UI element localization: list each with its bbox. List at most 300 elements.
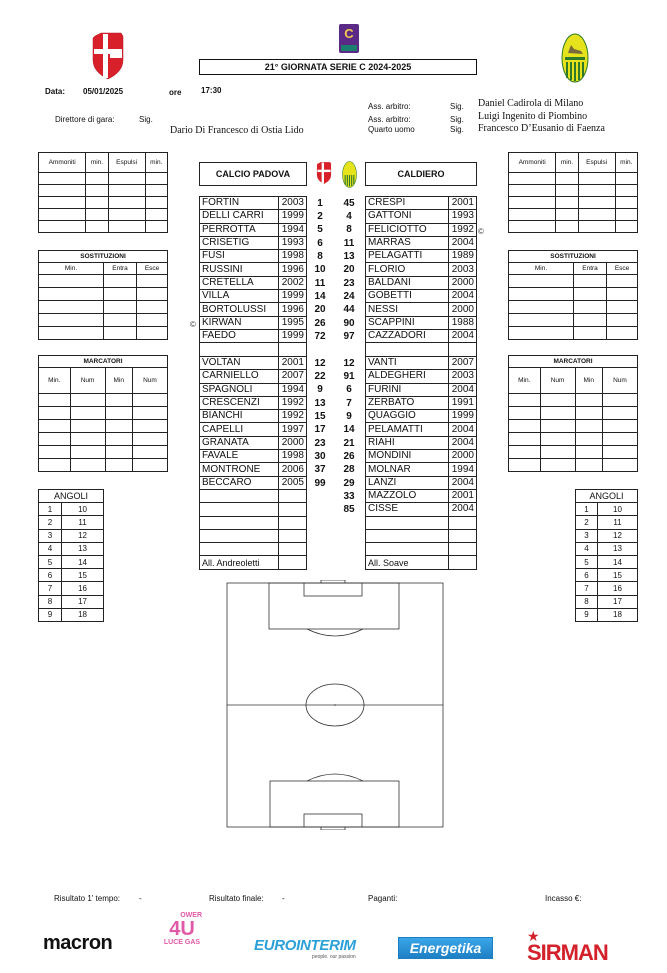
cell[interactable] xyxy=(575,394,602,407)
cell[interactable] xyxy=(39,275,104,288)
cell[interactable] xyxy=(509,221,556,233)
table-row xyxy=(366,529,477,542)
table-row xyxy=(200,463,307,476)
cell[interactable] xyxy=(578,221,615,233)
player-name: PELAGATTI xyxy=(366,250,449,263)
cell[interactable] xyxy=(602,394,637,407)
cell[interactable] xyxy=(574,327,607,340)
cell[interactable] xyxy=(39,173,86,185)
corner-cell[interactable]: 1 xyxy=(576,503,598,516)
corner-cell[interactable]: 9 xyxy=(576,608,598,621)
cell[interactable] xyxy=(39,459,71,472)
cell[interactable] xyxy=(556,209,578,221)
cell[interactable] xyxy=(104,275,137,288)
table-row xyxy=(366,503,477,516)
away-shirt-number: 91 xyxy=(343,371,355,382)
cell[interactable] xyxy=(105,420,132,433)
cell[interactable] xyxy=(509,173,556,185)
table-row xyxy=(366,450,477,463)
table-title: ANGOLI xyxy=(576,490,638,503)
cell[interactable] xyxy=(137,301,168,314)
cell[interactable] xyxy=(575,459,602,472)
cell[interactable] xyxy=(574,288,607,301)
cell[interactable] xyxy=(104,314,137,327)
corner-cell[interactable]: 16 xyxy=(597,582,637,595)
table-row xyxy=(366,236,477,249)
corner-cell[interactable]: 2 xyxy=(576,516,598,529)
away-corners-table xyxy=(575,489,638,622)
table-row xyxy=(366,210,477,223)
table-row xyxy=(366,436,477,449)
corner-cell[interactable]: 18 xyxy=(597,608,637,621)
player-year: 1994 xyxy=(279,223,307,236)
cell[interactable] xyxy=(556,185,578,197)
coach-name: All. Soave xyxy=(366,556,449,569)
cell[interactable] xyxy=(145,209,167,221)
cell[interactable] xyxy=(70,420,105,433)
table-title: MARCATORI xyxy=(509,356,638,368)
home-mini-crest-icon xyxy=(316,161,332,185)
cell[interactable] xyxy=(132,407,167,420)
col-header: Num xyxy=(602,368,637,394)
half-time-label: Risultato 1' tempo: xyxy=(54,894,121,903)
player-year: 2001 xyxy=(279,357,307,370)
final-result-value: - xyxy=(282,894,285,903)
corner-cell[interactable]: 6 xyxy=(576,569,598,582)
corner-cell[interactable]: 10 xyxy=(62,503,104,516)
cell[interactable] xyxy=(145,173,167,185)
table-row xyxy=(200,250,307,263)
cell[interactable] xyxy=(39,301,104,314)
cell[interactable] xyxy=(509,288,574,301)
col-header: Espulsi xyxy=(108,153,145,173)
player-name: VILLA xyxy=(200,290,279,303)
col-header: min. xyxy=(615,153,637,173)
official-name: Francesco D’Eusanio di Faenza xyxy=(478,123,605,134)
cell[interactable] xyxy=(509,433,541,446)
cell[interactable] xyxy=(145,185,167,197)
home-shirt-number: 72 xyxy=(314,331,326,342)
player-name: CRESCENZI xyxy=(200,396,279,409)
table-row xyxy=(366,329,477,342)
table-row xyxy=(366,383,477,396)
corner-cell[interactable]: 9 xyxy=(39,608,62,621)
table-row xyxy=(200,503,307,516)
home-shirt-number: 22 xyxy=(314,371,326,382)
cell[interactable] xyxy=(39,314,104,327)
table-row xyxy=(366,476,477,489)
cell[interactable] xyxy=(509,407,541,420)
cell[interactable] xyxy=(509,394,541,407)
table-row xyxy=(200,529,307,542)
football-pitch-diagram xyxy=(226,580,444,830)
table-row xyxy=(366,463,477,476)
cell[interactable] xyxy=(86,221,108,233)
player-name: GOBETTI xyxy=(366,290,449,303)
home-shirt-number: 15 xyxy=(314,411,326,422)
table-row xyxy=(200,450,307,463)
cell[interactable] xyxy=(509,459,541,472)
cell[interactable] xyxy=(540,407,575,420)
official-role: Ass. arbitro: xyxy=(368,102,411,111)
referee-label: Direttore di gara: xyxy=(55,115,115,124)
cell[interactable] xyxy=(509,209,556,221)
home-shirt-number: 2 xyxy=(317,211,323,222)
player-name: MONDINI xyxy=(366,450,449,463)
cell[interactable] xyxy=(108,185,145,197)
away-shirt-number: 90 xyxy=(343,318,355,329)
away-shirt-number: 26 xyxy=(343,451,355,462)
cell[interactable] xyxy=(607,301,638,314)
cell[interactable] xyxy=(105,394,132,407)
table-row xyxy=(366,290,477,303)
player-year: 2007 xyxy=(279,370,307,383)
home-shirt-number: 9 xyxy=(317,384,323,395)
corner-cell[interactable]: 8 xyxy=(39,595,62,608)
corner-cell[interactable]: 6 xyxy=(39,569,62,582)
corner-cell[interactable]: 16 xyxy=(62,582,104,595)
table-row xyxy=(200,489,307,502)
corner-cell[interactable]: 17 xyxy=(597,595,637,608)
table-row xyxy=(366,303,477,316)
home-corners-table xyxy=(38,489,104,622)
player-year: 2003 xyxy=(279,197,307,210)
cell[interactable] xyxy=(607,275,638,288)
svg-text:C: C xyxy=(344,26,354,41)
cell[interactable] xyxy=(70,446,105,459)
player-year: 2000 xyxy=(449,450,477,463)
cell[interactable] xyxy=(574,275,607,288)
table-row xyxy=(200,383,307,396)
corner-cell[interactable]: 14 xyxy=(62,555,104,568)
table-title: MARCATORI xyxy=(39,356,168,368)
table-row xyxy=(366,370,477,383)
cell[interactable] xyxy=(615,185,637,197)
corner-cell[interactable]: 1 xyxy=(39,503,62,516)
corner-cell[interactable]: 15 xyxy=(597,569,637,582)
table-row xyxy=(200,263,307,276)
cell[interactable] xyxy=(578,173,615,185)
cell[interactable] xyxy=(108,209,145,221)
cell[interactable] xyxy=(509,327,574,340)
player-year: 1988 xyxy=(449,316,477,329)
table-row xyxy=(200,410,307,423)
cell[interactable] xyxy=(578,197,615,209)
cell[interactable] xyxy=(39,221,86,233)
col-header: Num xyxy=(132,368,167,394)
cell[interactable] xyxy=(602,433,637,446)
cell[interactable] xyxy=(602,459,637,472)
player-year: 1999 xyxy=(279,210,307,223)
cell[interactable] xyxy=(105,407,132,420)
cell[interactable] xyxy=(575,446,602,459)
player-year: 1992 xyxy=(449,223,477,236)
cell[interactable] xyxy=(104,288,137,301)
corner-cell[interactable]: 5 xyxy=(39,555,62,568)
player-name: RIAHI xyxy=(366,436,449,449)
coach-name: All. Andreoletti xyxy=(200,556,279,569)
cell[interactable] xyxy=(602,446,637,459)
player-year: 2004 xyxy=(449,329,477,342)
player-year: 2004 xyxy=(449,503,477,516)
player-name: DELLI CARRI xyxy=(200,210,279,223)
player-name: FLORIO xyxy=(366,263,449,276)
cell[interactable] xyxy=(509,314,574,327)
player-year: 1996 xyxy=(279,303,307,316)
cell[interactable] xyxy=(70,394,105,407)
cell[interactable] xyxy=(145,221,167,233)
away-shirt-number: 45 xyxy=(343,198,355,209)
cell[interactable] xyxy=(556,221,578,233)
official-name: Daniel Cadirola di Milano xyxy=(478,98,584,109)
sponsor-power4u-logo xyxy=(162,912,202,960)
table-row xyxy=(366,276,477,289)
table-row xyxy=(200,476,307,489)
cell[interactable] xyxy=(39,327,104,340)
cell[interactable] xyxy=(607,288,638,301)
player-name: FAEDO xyxy=(200,329,279,342)
cell[interactable] xyxy=(70,407,105,420)
player-year: 2004 xyxy=(449,423,477,436)
official-name: Luigi Ingenito di Piombino xyxy=(478,111,588,122)
cell[interactable] xyxy=(509,446,541,459)
corner-cell[interactable]: 17 xyxy=(62,595,104,608)
corner-cell[interactable]: 7 xyxy=(576,582,598,595)
table-row xyxy=(200,396,307,409)
cell[interactable] xyxy=(86,209,108,221)
cell[interactable] xyxy=(615,197,637,209)
cell[interactable] xyxy=(556,173,578,185)
col-header: Entra xyxy=(574,263,607,275)
cell[interactable] xyxy=(575,433,602,446)
cell[interactable] xyxy=(615,209,637,221)
cell[interactable] xyxy=(137,314,168,327)
player-name: MONTRONE xyxy=(200,463,279,476)
corner-cell[interactable]: 11 xyxy=(597,516,637,529)
table-row xyxy=(366,423,477,436)
player-name: ZERBATO xyxy=(366,396,449,409)
official-sig: Sig. xyxy=(450,125,464,134)
player-year: 1992 xyxy=(279,410,307,423)
cell[interactable] xyxy=(575,407,602,420)
corner-cell[interactable]: 4 xyxy=(576,542,598,555)
home-shirt-number: 8 xyxy=(317,251,323,262)
corner-cell[interactable]: 2 xyxy=(39,516,62,529)
corner-cell[interactable]: 13 xyxy=(62,542,104,555)
cell[interactable] xyxy=(509,420,541,433)
takings-label: Incasso €: xyxy=(545,894,582,903)
home-shirt-number: 17 xyxy=(314,424,326,435)
player-name: ALDEGHERI xyxy=(366,370,449,383)
corner-cell[interactable]: 7 xyxy=(39,582,62,595)
away-shirt-number: 33 xyxy=(343,491,355,502)
away-shirt-number: 4 xyxy=(346,211,352,222)
away-mini-crest-icon xyxy=(340,161,359,188)
col-header: Min. xyxy=(39,368,71,394)
player-name: FORTIN xyxy=(200,197,279,210)
cell[interactable] xyxy=(509,197,556,209)
home-cards-table xyxy=(38,152,168,233)
table-row xyxy=(200,316,307,329)
table-title: SOSTITUZIONI xyxy=(509,251,638,263)
player-name: VANTI xyxy=(366,357,449,370)
player-name: PELAMATTI xyxy=(366,423,449,436)
cell[interactable] xyxy=(574,301,607,314)
table-row xyxy=(366,357,477,370)
cell[interactable] xyxy=(39,446,71,459)
corner-cell[interactable]: 18 xyxy=(62,608,104,621)
sirman-text: SIRMAN xyxy=(527,940,608,965)
col-header: Esce xyxy=(607,263,638,275)
corner-cell[interactable]: 10 xyxy=(597,503,637,516)
cell[interactable] xyxy=(578,209,615,221)
away-team-name: CALDIERO xyxy=(365,162,477,186)
table-row xyxy=(200,543,307,556)
cell[interactable] xyxy=(39,394,71,407)
cell[interactable] xyxy=(39,209,86,221)
corner-cell[interactable]: 3 xyxy=(39,529,62,542)
cell[interactable] xyxy=(39,407,71,420)
table-row xyxy=(366,263,477,276)
cell[interactable] xyxy=(70,433,105,446)
col-header: Espulsi xyxy=(578,153,615,173)
player-year: 2004 xyxy=(449,290,477,303)
cell[interactable] xyxy=(509,185,556,197)
corner-cell[interactable]: 8 xyxy=(576,595,598,608)
table-row xyxy=(200,223,307,236)
player-name: CAZZADORI xyxy=(366,329,449,342)
away-shirt-number: 6 xyxy=(346,384,352,395)
cell[interactable] xyxy=(574,314,607,327)
cell[interactable] xyxy=(104,327,137,340)
cell[interactable] xyxy=(132,394,167,407)
corner-cell[interactable]: 4 xyxy=(39,542,62,555)
player-year: 1994 xyxy=(449,463,477,476)
cell[interactable] xyxy=(540,433,575,446)
cell[interactable] xyxy=(39,288,104,301)
player-year: 2002 xyxy=(279,276,307,289)
cell[interactable] xyxy=(86,185,108,197)
cell[interactable] xyxy=(137,288,168,301)
player-year: 1993 xyxy=(279,236,307,249)
away-shirt-number: 11 xyxy=(343,238,355,249)
away-bench-table xyxy=(365,356,477,570)
player-year: 2000 xyxy=(279,436,307,449)
cell[interactable] xyxy=(108,173,145,185)
cell[interactable] xyxy=(556,197,578,209)
away-shirt-number: 44 xyxy=(343,304,355,315)
cell[interactable] xyxy=(86,173,108,185)
corner-cell[interactable]: 3 xyxy=(576,529,598,542)
power4u-bottom-text: LUCE GAS xyxy=(163,939,201,946)
player-name: SPAGNOLI xyxy=(200,383,279,396)
cell[interactable] xyxy=(607,327,638,340)
cell[interactable] xyxy=(39,420,71,433)
time-value: 17:30 xyxy=(201,86,222,95)
corner-cell[interactable]: 14 xyxy=(597,555,637,568)
col-header: Min. xyxy=(509,368,541,394)
cell[interactable] xyxy=(145,197,167,209)
table-row xyxy=(200,303,307,316)
table-row xyxy=(366,197,477,210)
away-subs-table xyxy=(508,250,638,340)
cell[interactable] xyxy=(132,420,167,433)
cell[interactable] xyxy=(39,197,86,209)
table-row xyxy=(366,250,477,263)
cell[interactable] xyxy=(615,221,637,233)
cell[interactable] xyxy=(105,459,132,472)
cell[interactable] xyxy=(39,433,71,446)
player-name: BIANCHI xyxy=(200,410,279,423)
player-year: 2004 xyxy=(449,476,477,489)
cell[interactable] xyxy=(86,197,108,209)
away-shirt-number: 14 xyxy=(343,424,355,435)
away-shirt-number: 97 xyxy=(343,331,355,342)
cell[interactable] xyxy=(132,459,167,472)
player-year: 2001 xyxy=(449,489,477,502)
corner-cell[interactable]: 5 xyxy=(576,555,598,568)
final-result-label: Risultato finale: xyxy=(209,894,264,903)
cell[interactable] xyxy=(70,459,105,472)
col-header: Min xyxy=(575,368,602,394)
cell[interactable] xyxy=(104,301,137,314)
table-row xyxy=(366,489,477,502)
table-row xyxy=(200,276,307,289)
cell[interactable] xyxy=(602,407,637,420)
home-shirt-number: 10 xyxy=(314,264,326,275)
corner-cell[interactable]: 15 xyxy=(62,569,104,582)
table-row xyxy=(200,436,307,449)
cell[interactable] xyxy=(108,221,145,233)
official-role: Quarto uomo xyxy=(368,125,415,134)
away-shirt-number: 9 xyxy=(346,411,352,422)
table-row xyxy=(200,343,307,356)
player-year: 1998 xyxy=(279,250,307,263)
col-header: Ammoniti xyxy=(39,153,86,173)
cell[interactable] xyxy=(540,420,575,433)
cell[interactable] xyxy=(108,197,145,209)
corner-cell[interactable]: 12 xyxy=(597,529,637,542)
cell[interactable] xyxy=(578,185,615,197)
cell[interactable] xyxy=(137,327,168,340)
table-row xyxy=(200,370,307,383)
cell[interactable] xyxy=(105,446,132,459)
table-row xyxy=(200,197,307,210)
cell[interactable] xyxy=(39,185,86,197)
cell[interactable] xyxy=(575,420,602,433)
corner-cell[interactable]: 11 xyxy=(62,516,104,529)
home-shirt-number: 20 xyxy=(314,304,326,315)
cell[interactable] xyxy=(540,446,575,459)
cell[interactable] xyxy=(540,459,575,472)
cell[interactable] xyxy=(137,275,168,288)
cell[interactable] xyxy=(607,314,638,327)
cell[interactable] xyxy=(615,173,637,185)
corner-cell[interactable]: 12 xyxy=(62,529,104,542)
cell[interactable] xyxy=(105,433,132,446)
home-shirt-number: 14 xyxy=(314,291,326,302)
cell[interactable] xyxy=(602,420,637,433)
cell[interactable] xyxy=(132,433,167,446)
cell[interactable] xyxy=(509,301,574,314)
corner-cell[interactable]: 13 xyxy=(597,542,637,555)
cell[interactable] xyxy=(509,275,574,288)
cell[interactable] xyxy=(132,446,167,459)
col-header: min. xyxy=(556,153,578,173)
player-name: BECCARO xyxy=(200,476,279,489)
cell[interactable] xyxy=(540,394,575,407)
table-row xyxy=(200,357,307,370)
